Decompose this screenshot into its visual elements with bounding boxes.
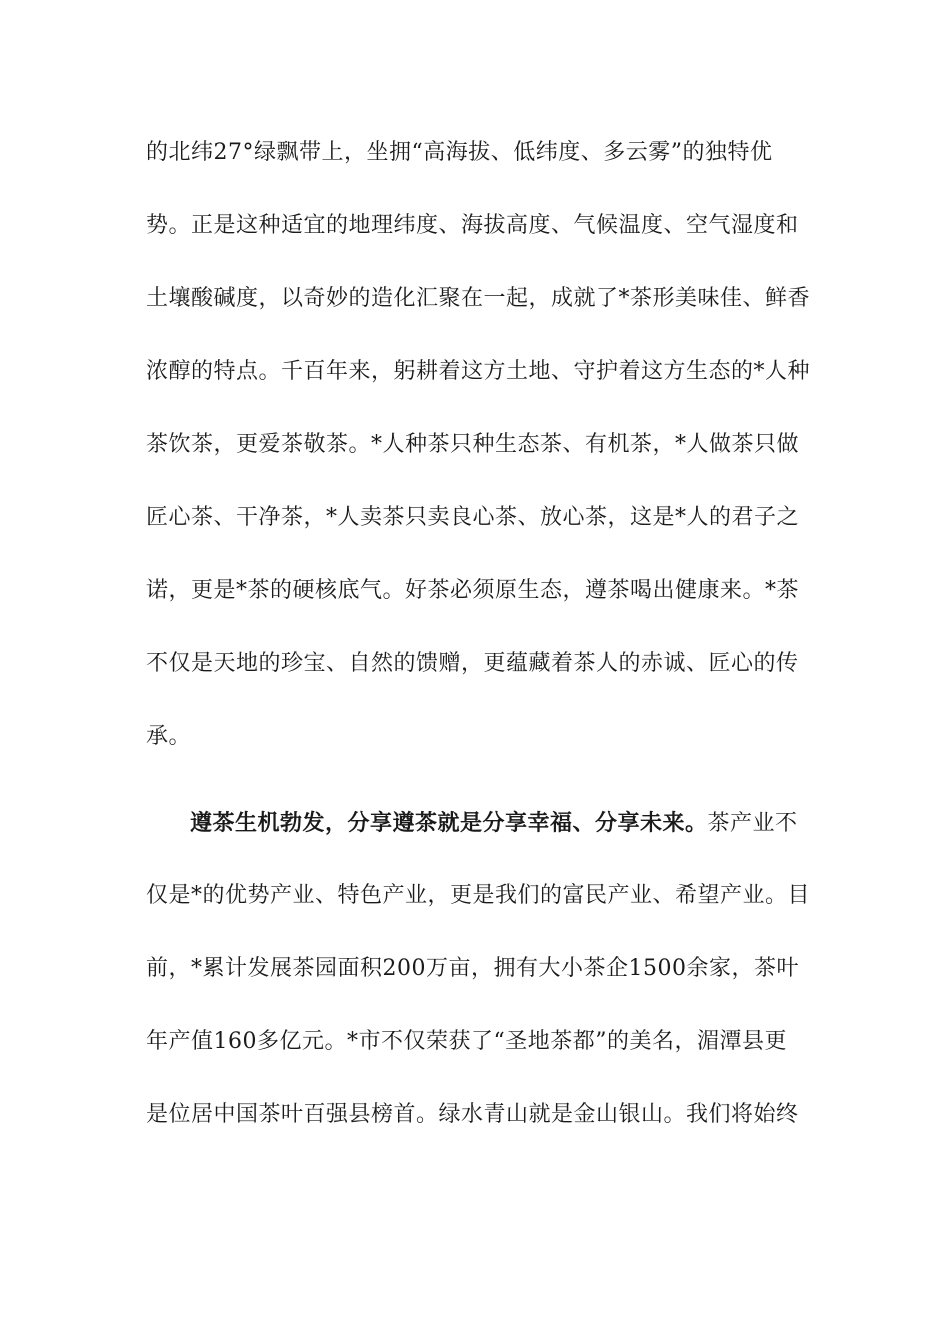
paragraph-2-line-1-rest: 茶产业不 <box>707 811 798 836</box>
paragraph-1-line-5: 茶饮茶，更爱茶敬茶。*人种茶只种生态茶、有机茶，*人做茶只做 <box>146 432 800 457</box>
paragraph-1-line-9: 承。 <box>146 724 192 749</box>
paragraph-1-line-1: 的北纬27°绿飘带上，坐拥“高海拔、低纬度、多云雾”的独特优 <box>146 140 773 165</box>
paragraph-1-line-4: 浓醇的特点。千百年来，躬耕着这方土地、守护着这方生态的*人种 <box>146 359 811 384</box>
paragraph-2-line-5: 是位居中国茶叶百强县榜首。绿水青山就是金山银山。我们将始终 <box>146 1102 799 1127</box>
paragraph-2-line-2: 仅是*的优势产业、特色产业，更是我们的富民产业、希望产业。目 <box>146 883 811 908</box>
paragraph-1-line-7: 诺，更是*茶的硬核底气。好茶必须原生态，遵茶喝出健康来。*茶 <box>146 578 800 603</box>
paragraph-1-line-6: 匠心茶、干净茶，*人卖茶只卖良心茶、放心茶，这是*人的君子之 <box>146 505 800 530</box>
paragraph-2-bold-lead: 遵茶生机勃发，分享遵茶就是分享幸福、分享未来。 <box>190 810 708 836</box>
paragraph-1-line-2: 势。正是这种适宜的地理纬度、海拔高度、气候温度、空气湿度和 <box>146 213 799 238</box>
paragraph-1-line-3: 土壤酸碱度，以奇妙的造化汇聚在一起，成就了*茶形美味佳、鲜香 <box>146 286 811 311</box>
paragraph-1-line-8: 不仅是天地的珍宝、自然的馈赠，更蕴藏着茶人的赤诚、匠心的传 <box>146 651 799 676</box>
paragraph-2-line-3: 前，*累计发展茶园面积200万亩，拥有大小茶企1500余家，茶叶 <box>146 956 799 981</box>
paragraph-2-line-4: 年产值160多亿元。*市不仅荣获了“圣地茶都”的美名，湄潭县更 <box>146 1029 787 1054</box>
paragraph-2-line-1 <box>190 808 798 839</box>
